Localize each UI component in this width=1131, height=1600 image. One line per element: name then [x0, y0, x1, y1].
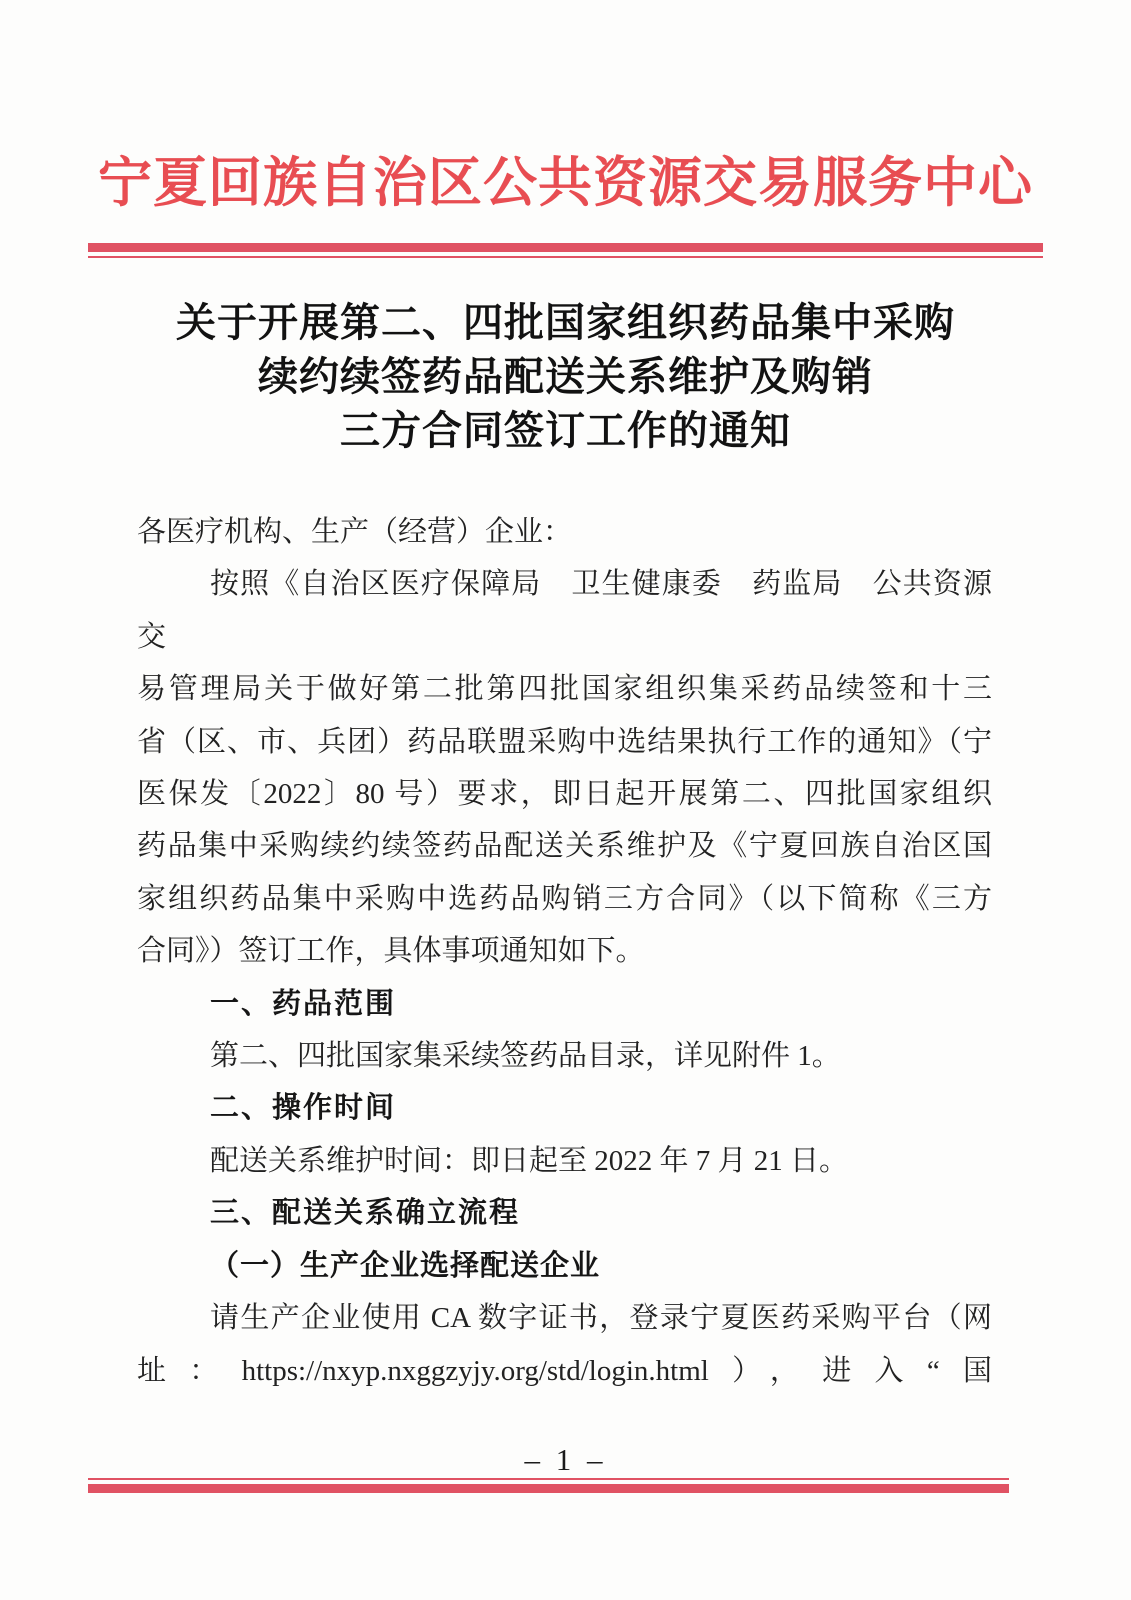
footer-rule-thick	[88, 1484, 1009, 1493]
paragraph-line: 第二、四批国家集采续签药品目录，详见附件 1。	[210, 1040, 841, 1073]
paragraph-line: 请生产企业使用 CA 数字证书，登录宁夏医药采购平台（网	[210, 1302, 992, 1335]
paragraph-line: 合同》）签订工作，具体事项通知如下。	[137, 935, 645, 968]
section-heading-1: 一、药品范围	[210, 987, 397, 1020]
page-number: – 1 –	[524, 1442, 607, 1477]
document-title	[0, 296, 1131, 458]
paragraph-line: 家组织药品集中采购中选药品购销三方合同》（以下简称《三方	[137, 882, 992, 915]
paragraph-line: 按照《自治区医疗保障局 卫生健康委 药监局 公共资源交	[137, 568, 992, 653]
salutation-line: 各医疗机构、生产（经营）企业：	[137, 516, 573, 548]
paragraph-line: 易管理局关于做好第二批第四批国家组织集采药品续签和十三	[137, 673, 992, 706]
subsection-heading: （一）生产企业选择配送企业	[210, 1249, 601, 1282]
paragraph-line-url: 址：https://nxyp.nxggzyjy.org/std/login.html），进入“国	[137, 1354, 992, 1387]
section-heading-2: 二、操作时间	[210, 1092, 397, 1125]
paragraph-line: 医保发〔2022〕80 号）要求，即日起开展第二、四批国家组织	[137, 778, 992, 811]
document-title-line3: 三方合同签订工作的通知	[340, 408, 791, 453]
paragraph-line: 省（区、市、兵团）药品联盟采购中选结果执行工作的通知》（宁	[137, 725, 992, 758]
header-rule-thin	[88, 256, 1043, 258]
paragraph-line: 配送关系维护时间：即日起至 2022 年 7 月 21 日。	[210, 1144, 849, 1177]
paragraph-line: 药品集中采购续约续签药品配送关系维护及《宁夏回族自治区国	[137, 830, 992, 863]
document-title-line2: 续约续签药品配送关系维护及购销	[258, 354, 873, 399]
section-heading-3: 三、配送关系确立流程	[210, 1197, 521, 1230]
letterhead-org-title: 宁夏回族自治区公共资源交易服务中心	[98, 153, 1033, 213]
header-rule-thick	[88, 243, 1043, 252]
footer-rule-thin	[88, 1478, 1009, 1480]
document-title-line1: 关于开展第二、四批国家组织药品集中采购	[176, 300, 955, 345]
document-body	[137, 506, 992, 1397]
